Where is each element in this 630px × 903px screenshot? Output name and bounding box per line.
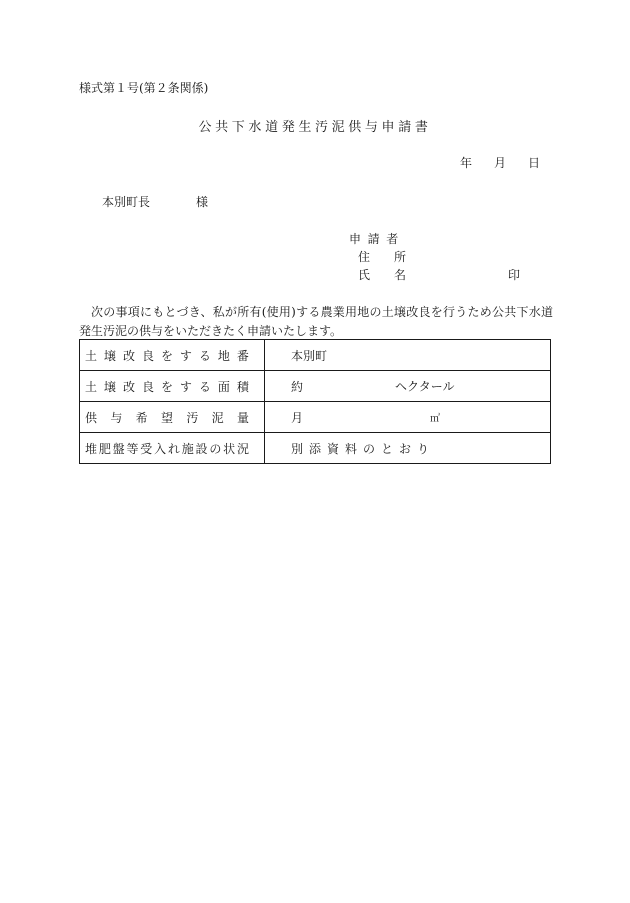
row-label-cell bbox=[80, 340, 265, 371]
row-value-cell[interactable] bbox=[265, 402, 551, 433]
row-label-char: 盤 bbox=[112, 441, 125, 456]
row-label-char: る bbox=[198, 348, 211, 363]
address-label-char: 所 bbox=[394, 250, 407, 264]
applicant-address-label bbox=[358, 251, 406, 263]
row-label-char: 供 bbox=[85, 410, 98, 425]
row-label-char: る bbox=[198, 379, 211, 394]
row-label-char: 状 bbox=[223, 441, 236, 456]
row-label-char: 量 bbox=[236, 410, 249, 425]
row-label-cell bbox=[80, 402, 265, 433]
row-label-char: れ bbox=[167, 441, 180, 456]
date-year-label: 年 bbox=[460, 156, 473, 170]
addressee-name: 本別町長 bbox=[102, 195, 151, 209]
table-row bbox=[80, 340, 551, 371]
row-unit: ヘクタール bbox=[395, 379, 455, 394]
row-value-cell[interactable] bbox=[265, 371, 551, 402]
applicant-name-label bbox=[358, 269, 406, 281]
address-label-char: 住 bbox=[358, 250, 371, 264]
row-label-char: 改 bbox=[122, 379, 135, 394]
row-value-cell[interactable] bbox=[265, 340, 551, 371]
row-label-char: 良 bbox=[141, 348, 154, 363]
row-label-char: 堆 bbox=[85, 441, 98, 456]
row-label bbox=[85, 378, 249, 395]
name-label-char: 氏 bbox=[358, 268, 371, 282]
addressee bbox=[102, 196, 208, 208]
row-value: 本別町 bbox=[291, 348, 328, 363]
table-row bbox=[80, 433, 551, 464]
row-label-cell bbox=[80, 371, 265, 402]
row-label-char: 受 bbox=[140, 441, 153, 456]
row-label-char: 泥 bbox=[211, 410, 224, 425]
form-number: 様式第１号(第２条関係) bbox=[79, 81, 209, 95]
table-row bbox=[80, 371, 551, 402]
date-line bbox=[438, 157, 540, 169]
date-day-label: 日 bbox=[528, 156, 541, 170]
row-label-char: 等 bbox=[126, 441, 139, 456]
row-label-char: 望 bbox=[160, 410, 173, 425]
seal-mark: 印 bbox=[508, 268, 521, 282]
table-row bbox=[80, 402, 551, 433]
row-label-char: 壌 bbox=[103, 348, 116, 363]
row-value-cell[interactable] bbox=[265, 433, 551, 464]
row-label-char: 設 bbox=[195, 441, 208, 456]
row-value: 月 bbox=[291, 410, 304, 425]
addressee-honorific: 様 bbox=[196, 195, 209, 209]
row-label-char: 肥 bbox=[98, 441, 111, 456]
row-label-char: 入 bbox=[154, 441, 167, 456]
row-value: 約 bbox=[291, 379, 304, 394]
row-label-char: の bbox=[209, 441, 222, 456]
row-label-cell bbox=[80, 433, 265, 464]
application-statement: 次の事項にもとづき、私が所有(使用)する農業用地の土壌改良を行うため公共下水道発生汚泥の供与をいただきたく申請いたします。 bbox=[79, 305, 553, 338]
row-label-char: 番 bbox=[236, 348, 249, 363]
row-label-char: 施 bbox=[181, 441, 194, 456]
row-value: 別添資料のとおり bbox=[291, 441, 436, 456]
document-title: 公共下水道発生汚泥供与申請書 bbox=[198, 120, 432, 135]
row-unit: ㎥ bbox=[430, 413, 440, 425]
row-label-char: 希 bbox=[135, 410, 148, 425]
row-label bbox=[85, 440, 249, 457]
row-label bbox=[85, 409, 249, 426]
row-label-char: 改 bbox=[122, 348, 135, 363]
row-label-char: す bbox=[179, 379, 192, 394]
row-label-char: 汚 bbox=[186, 410, 199, 425]
date-month-label: 月 bbox=[494, 156, 507, 170]
row-label-char: 面 bbox=[217, 379, 230, 394]
row-label-char: 土 bbox=[85, 348, 98, 363]
row-label bbox=[85, 347, 249, 364]
name-label-char: 名 bbox=[394, 268, 407, 282]
row-label-char: 積 bbox=[236, 379, 249, 394]
row-label-char: 与 bbox=[110, 410, 123, 425]
applicant-heading: 申請者 bbox=[349, 232, 405, 246]
row-label-char: を bbox=[160, 348, 173, 363]
row-label-char: を bbox=[160, 379, 173, 394]
row-label-char: 地 bbox=[217, 348, 230, 363]
row-label-char: 良 bbox=[141, 379, 154, 394]
row-label-char: す bbox=[179, 348, 192, 363]
application-table bbox=[79, 339, 551, 464]
row-label-char: 況 bbox=[236, 441, 249, 456]
row-label-char: 壌 bbox=[103, 379, 116, 394]
row-label-char: 土 bbox=[85, 379, 98, 394]
